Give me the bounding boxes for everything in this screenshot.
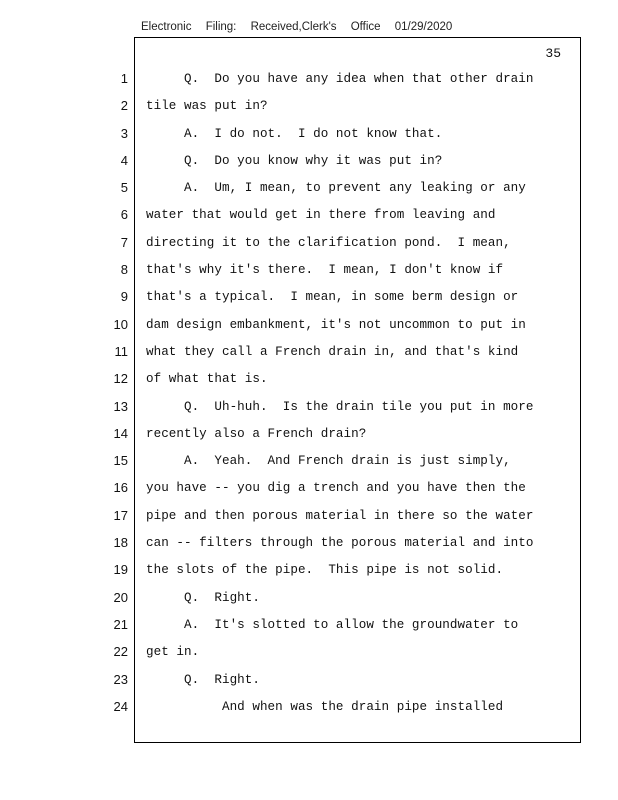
header-date: 01/29/2020 bbox=[394, 21, 453, 33]
transcript-line: you have -- you dig a trench and you have then the bbox=[146, 481, 526, 496]
transcript-line: Q. Right. bbox=[146, 590, 260, 605]
transcript-line: recently also a French drain? bbox=[146, 426, 367, 441]
line-number: 8 bbox=[120, 262, 128, 278]
transcript-line: can -- filters through the porous material and into bbox=[146, 536, 534, 551]
header-office: Office bbox=[350, 21, 381, 33]
line-number: 19 bbox=[113, 562, 128, 578]
page-number: 35 bbox=[545, 46, 561, 61]
transcript-line: the slots of the pipe. This pipe is not solid. bbox=[146, 563, 504, 578]
transcript-line: pipe and then porous material in there so the water bbox=[146, 508, 534, 523]
transcript-line: directing it to the clarification pond. I mean, bbox=[146, 235, 511, 250]
line-number: 2 bbox=[120, 98, 128, 114]
line-number: 16 bbox=[113, 480, 128, 496]
line-number: 7 bbox=[120, 234, 128, 250]
line-number: 24 bbox=[113, 698, 128, 714]
header-filing: Filing: bbox=[205, 21, 237, 33]
transcript-line: that's why it's there. I mean, I don't know if bbox=[146, 263, 504, 278]
transcript-line: that's a typical. I mean, in some berm design or bbox=[146, 290, 519, 305]
line-number: 1 bbox=[120, 71, 128, 86]
line-number: 11 bbox=[114, 343, 128, 359]
line-number: 22 bbox=[113, 644, 128, 660]
transcript-line: Q. Do you have any idea when that other drain bbox=[146, 72, 534, 86]
line-number: 14 bbox=[113, 425, 128, 441]
header-electronic: Electronic bbox=[141, 21, 192, 33]
line-number: 21 bbox=[113, 616, 128, 632]
filing-header bbox=[141, 21, 463, 33]
line-number: 3 bbox=[120, 125, 128, 141]
transcript-line: Q. Right. bbox=[146, 672, 260, 687]
transcript-line: dam design embankment, it's not uncommon to put in bbox=[146, 317, 526, 332]
transcript-line: And when was the drain pipe installed bbox=[146, 699, 504, 714]
transcript-line: tile was put in? bbox=[146, 99, 268, 114]
line-number: 10 bbox=[113, 316, 128, 332]
line-number: 4 bbox=[120, 152, 128, 168]
transcript-lines bbox=[146, 68, 576, 723]
line-number: 9 bbox=[120, 289, 128, 305]
line-number: 15 bbox=[113, 453, 128, 469]
transcript-line: A. Um, I mean, to prevent any leaking or any bbox=[146, 181, 526, 196]
line-number: 12 bbox=[113, 371, 128, 387]
transcript-line: A. Yeah. And French drain is just simply, bbox=[146, 454, 511, 469]
transcript-line: Q. Do you know why it was put in? bbox=[146, 153, 443, 168]
line-number: 20 bbox=[113, 589, 128, 605]
header-received-clerks: Received,Clerk's bbox=[250, 21, 337, 33]
line-number-column bbox=[104, 68, 128, 723]
transcript-line: of what that is. bbox=[146, 372, 268, 387]
transcript-line: A. It's slotted to allow the groundwater to bbox=[146, 617, 519, 632]
line-number: 17 bbox=[113, 507, 128, 523]
line-number: 23 bbox=[113, 671, 128, 687]
line-number: 5 bbox=[120, 180, 128, 196]
transcript-line: A. I do not. I do not know that. bbox=[146, 126, 443, 141]
line-number: 6 bbox=[120, 207, 128, 223]
transcript-line: get in. bbox=[146, 645, 200, 660]
line-number: 13 bbox=[113, 398, 128, 414]
transcript-line: Q. Uh-huh. Is the drain tile you put in more bbox=[146, 399, 534, 414]
line-number: 18 bbox=[113, 535, 128, 551]
transcript-line: what they call a French drain in, and that's kind bbox=[146, 344, 519, 359]
transcript-line: water that would get in there from leaving and bbox=[146, 208, 496, 223]
